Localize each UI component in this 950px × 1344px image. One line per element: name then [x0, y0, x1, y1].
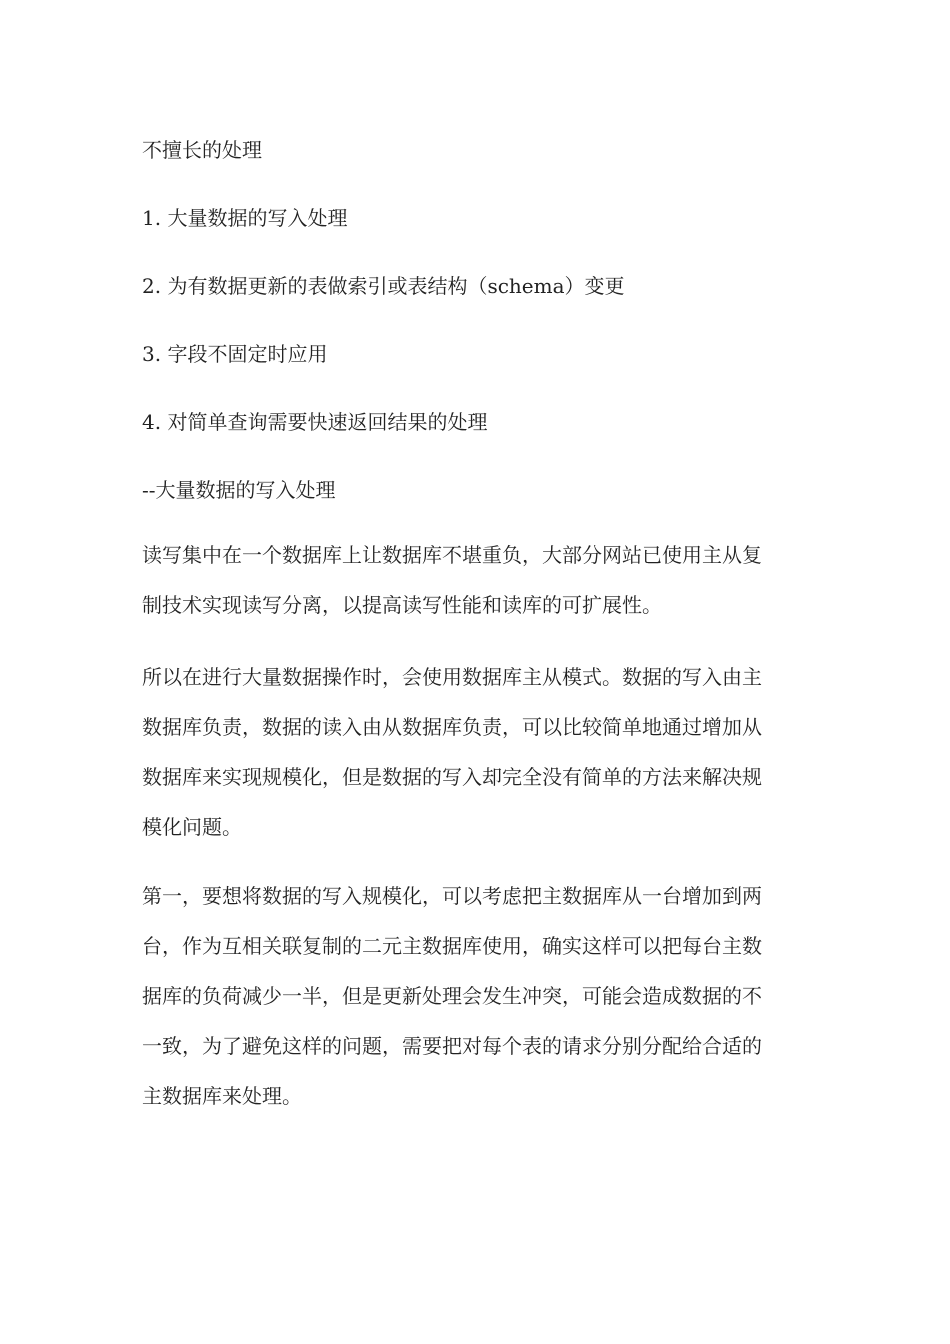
paragraph-line: 所以在进行大量数据操作时，会使用数据库主从模式。数据的写入由主: [142, 665, 762, 689]
paragraph: [142, 652, 806, 852]
paragraph: [142, 530, 806, 630]
list-item: 1. 大量数据的写入处理: [142, 206, 348, 230]
paragraph-line: 读写集中在一个数据库上让数据库不堪重负，大部分网站已使用主从复: [142, 543, 762, 567]
paragraph-line: 台，作为互相关联复制的二元主数据库使用，确实这样可以把每台主数: [142, 934, 762, 958]
paragraph-line: 模化问题。: [142, 815, 242, 839]
paragraph-line: 一致，为了避免这样的问题，需要把对每个表的请求分别分配给合适的: [142, 1034, 762, 1058]
paragraph-line: 制技术实现读写分离，以提高读写性能和读库的可扩展性。: [142, 593, 662, 617]
list-item: 3. 字段不固定时应用: [142, 342, 328, 366]
list-item: 4. 对简单查询需要快速返回结果的处理: [142, 410, 488, 434]
paragraph-line: 数据库负责，数据的读入由从数据库负责，可以比较简单地通过增加从: [142, 715, 762, 739]
section-title: --大量数据的写入处理: [142, 478, 336, 502]
paragraph-line: 数据库来实现规模化，但是数据的写入却完全没有简单的方法来解决规: [142, 765, 762, 789]
paragraph-line: 据库的负荷减少一半，但是更新处理会发生冲突，可能会造成数据的不: [142, 984, 762, 1008]
paragraph-line: 主数据库来处理。: [142, 1084, 302, 1108]
heading: 不擅长的处理: [142, 138, 262, 162]
paragraph-line: 第一，要想将数据的写入规模化，可以考虑把主数据库从一台增加到两: [142, 884, 762, 908]
list-item: 2. 为有数据更新的表做索引或表结构（schema）变更: [142, 274, 625, 298]
paragraph: [142, 871, 806, 1121]
